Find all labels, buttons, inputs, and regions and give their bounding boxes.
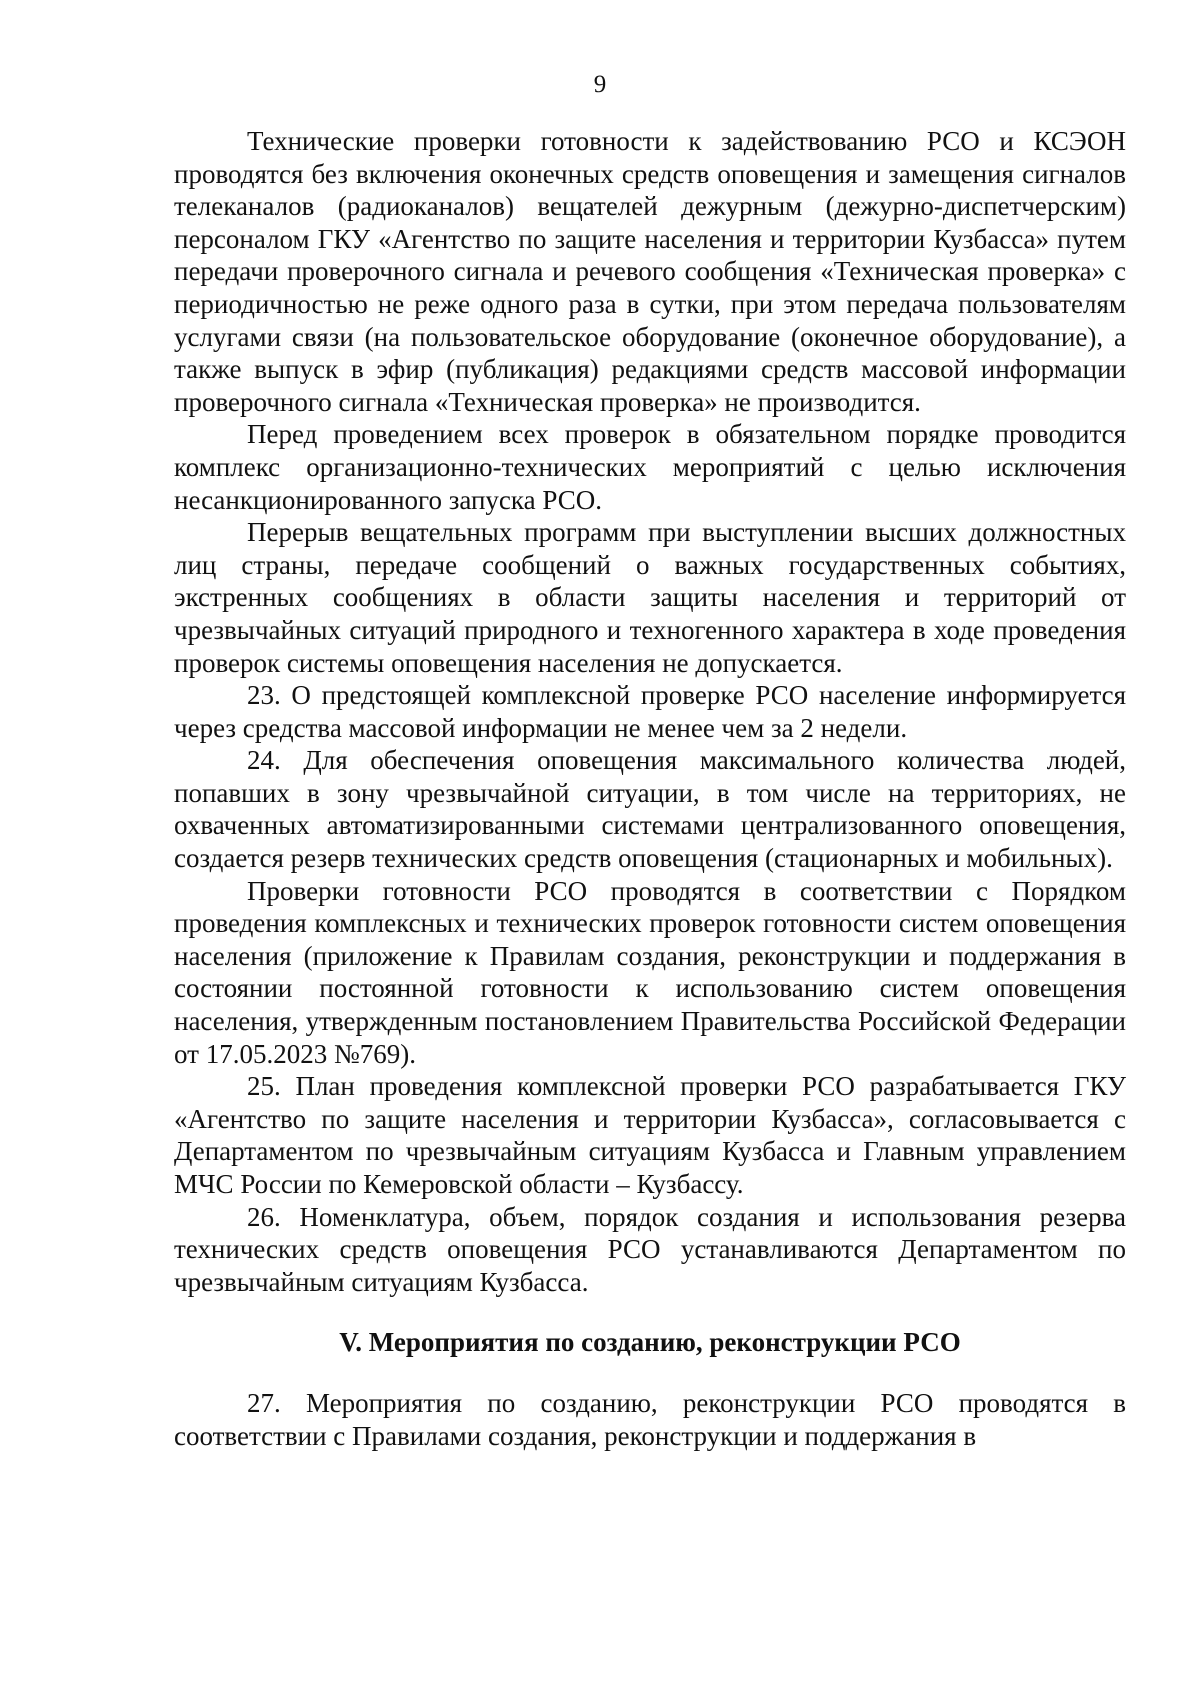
paragraph-preparation: Перед проведением всех проверок в обязательном порядке проводится комплекс организационно-технических мероприятий с целью исключения несанкционированного запуска РСО. [174,419,1126,515]
page-number: 9 [593,71,607,98]
paragraph-item-23: 23. О предстоящей комплексной проверке РСО население информируется через средства массовой информации не менее чем за 2 недели. [174,680,1126,743]
paragraph-item-24: 24. Для обеспечения оповещения максимального количества людей, попавших в зону чрезвычайной ситуации, в том числе на территориях, не охваченных автоматизированными системами централизованного оповещения, создается резерв технических средств оповещения (стационарных и мобильных). [174,745,1126,874]
paragraph-broadcast-interruption: Перерыв вещательных программ при выступлении высших должностных лиц страны, передаче сообщений о важных государственных событиях, экстренных сообщениях в области защиты населения и территорий от чрезвычайных ситуаций природного и техногенного характера в ходе проведения проверок системы оповещения населения не допускается. [174,517,1126,678]
paragraph-item-27: 27. Мероприятия по созданию, реконструкции РСО проводятся в соответствии с Правилами создания, реконструкции и поддержания в [174,1387,1126,1451]
document-body [174,125,1126,1452]
paragraph-readiness-checks: Проверки готовности РСО проводятся в соответствии с Порядком проведения комплексных и технических проверок готовности систем оповещения населения (приложение к Правилам создания, реконструкции и поддержания в состоянии постоянной готовности к использованию систем оповещения населения, утвержденным постановлением Правительства Российской Федерации от 17.05.2023 №769). [174,875,1126,1069]
paragraph-item-25: 25. План проведения комплексной проверки РСО разрабатывается ГКУ «Агентство по защите населения и территории Кузбасса», согласовывается с Департаментом по чрезвычайным ситуациям Кузбасса и Главным управлением МЧС России по Кемеровской области – Кузбассу. [174,1071,1126,1199]
paragraph-item-26: 26. Номенклатура, объем, порядок создания и использования резерва технических средств оповещения РСО устанавливаются Департаментом по чрезвычайным ситуациям Кузбасса. [174,1201,1126,1297]
paragraph-technical-checks: Технические проверки готовности к задействованию РСО и КСЭОН проводятся без включения оконечных средств оповещения и замещения сигналов телеканалов (радиоканалов) вещателей дежурным (дежурно-диспетчерским) персоналом ГКУ «Агентство по защите населения и территории Кузбасса» путем передачи проверочного сигнала и речевого сообщения «Техническая проверка» с периодичностью не реже одного раза в сутки, при этом передача пользователям услугами связи (на пользовательское оборудование (оконечное оборудование), а также выпуск в эфир (публикация) редакциями средств массовой информации проверочного сигнала «Техническая проверка» не производится. [174,126,1126,417]
section-heading: V. Мероприятия по созданию, реконструкции РСО [339,1327,961,1358]
